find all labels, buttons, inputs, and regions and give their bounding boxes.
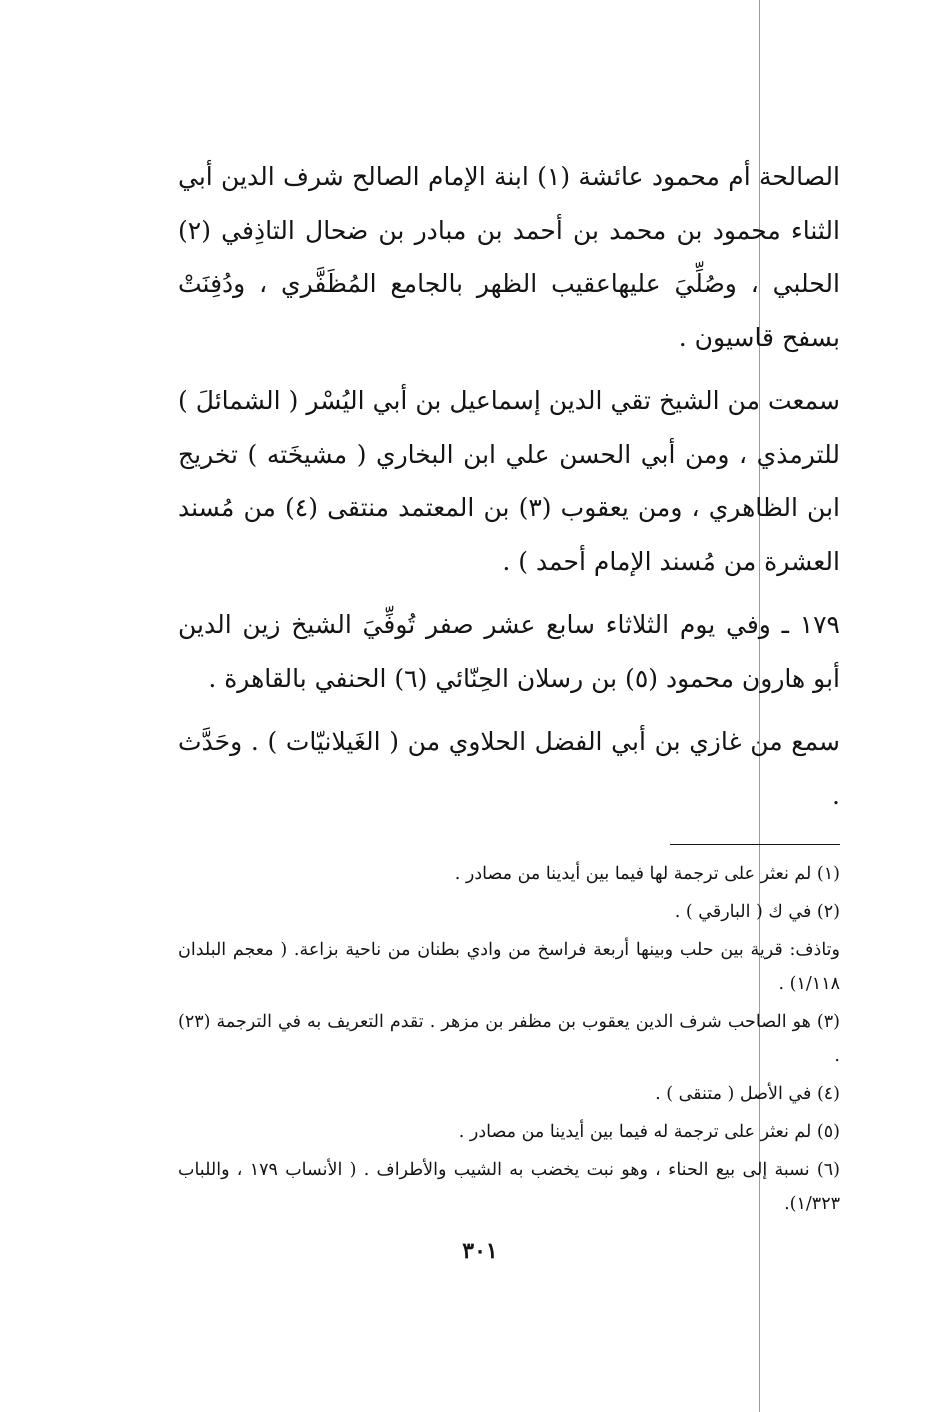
footnote-3: (٣) هو الصاحب شرف الدين يعقوب بن مظفر بن مزهر . تقدم التعريف به في الترجمة (٢٣) . <box>178 1012 840 1066</box>
footnotes <box>178 857 840 1221</box>
page-number: ٣٠١ <box>462 1238 498 1264</box>
document-page <box>178 150 840 1225</box>
footnote-separator <box>670 844 840 845</box>
paragraph-entry-179: ١٧٩ ـ وفي يوم الثلاثاء سابع عشر صفر تُوفِّيَ الشيخ زين الدين أبو هارون محمود (٥) بن رسلان الحِنّائي (٦) الحنفي بالقاهرة . <box>178 610 840 693</box>
paragraph-heard-from: سمعت من الشيخ تقي الدين إسماعيل بن أبي اليُسْر ( الشمائلَ ) للترمذي ، ومن أبي الحسن علي ابن البخاري ( مشيخَته ) تخريج ابن الظاهري ، ومن يعقوب (٣) بن المعتمد منتقى (٤) من مُسند العشرة من مُسند الإمام أحمد ) . <box>178 386 840 576</box>
footnote-1: (١) لم نعثر على ترجمة لها فيما بين أيدينا من مصادر . <box>454 864 840 884</box>
footnote-2: (٢) في ك ( البارقي ) . <box>674 902 840 922</box>
footnote-2-continued: وتاذف: قرية بين حلب وبينها أربعة فراسخ من وادي بطنان من ناحية بزاعة. ( معجم البلدان ١/١١٨) . <box>178 940 840 994</box>
footnote-5: (٥) لم نعثر على ترجمة له فيما بين أيدينا من مصادر . <box>458 1122 840 1142</box>
paragraph-biography-aisha: الصالحة أم محمود عائشة (١) ابنة الإمام الصالح شرف الدين أبي الثناء محمود بن محمد بن أحمد بن مبادر بن ضحال التاذِفي (٢) الحلبي ، وصُلِّيَ عليهاعقيب الظهر بالجامع المُظَفَّري ، ودُفِنَتْ بسفح قاسيون . <box>178 162 840 352</box>
footnote-4: (٤) في الأصل ( متنقى ) . <box>655 1084 840 1104</box>
footnote-6: (٦) نسبة إلى بيع الحناء ، وهو نبت يخضب به الشيب والأطراف . ( الأنساب ١٧٩ ، واللباب ١/٣٢٣). <box>178 1160 840 1214</box>
paragraph-heard-from-ghazi: سمع من غازي بن أبي الفضل الحلاوي من ( الغَيلانيّات ) . وحَدَّث . <box>178 727 840 810</box>
main-text <box>178 150 840 822</box>
